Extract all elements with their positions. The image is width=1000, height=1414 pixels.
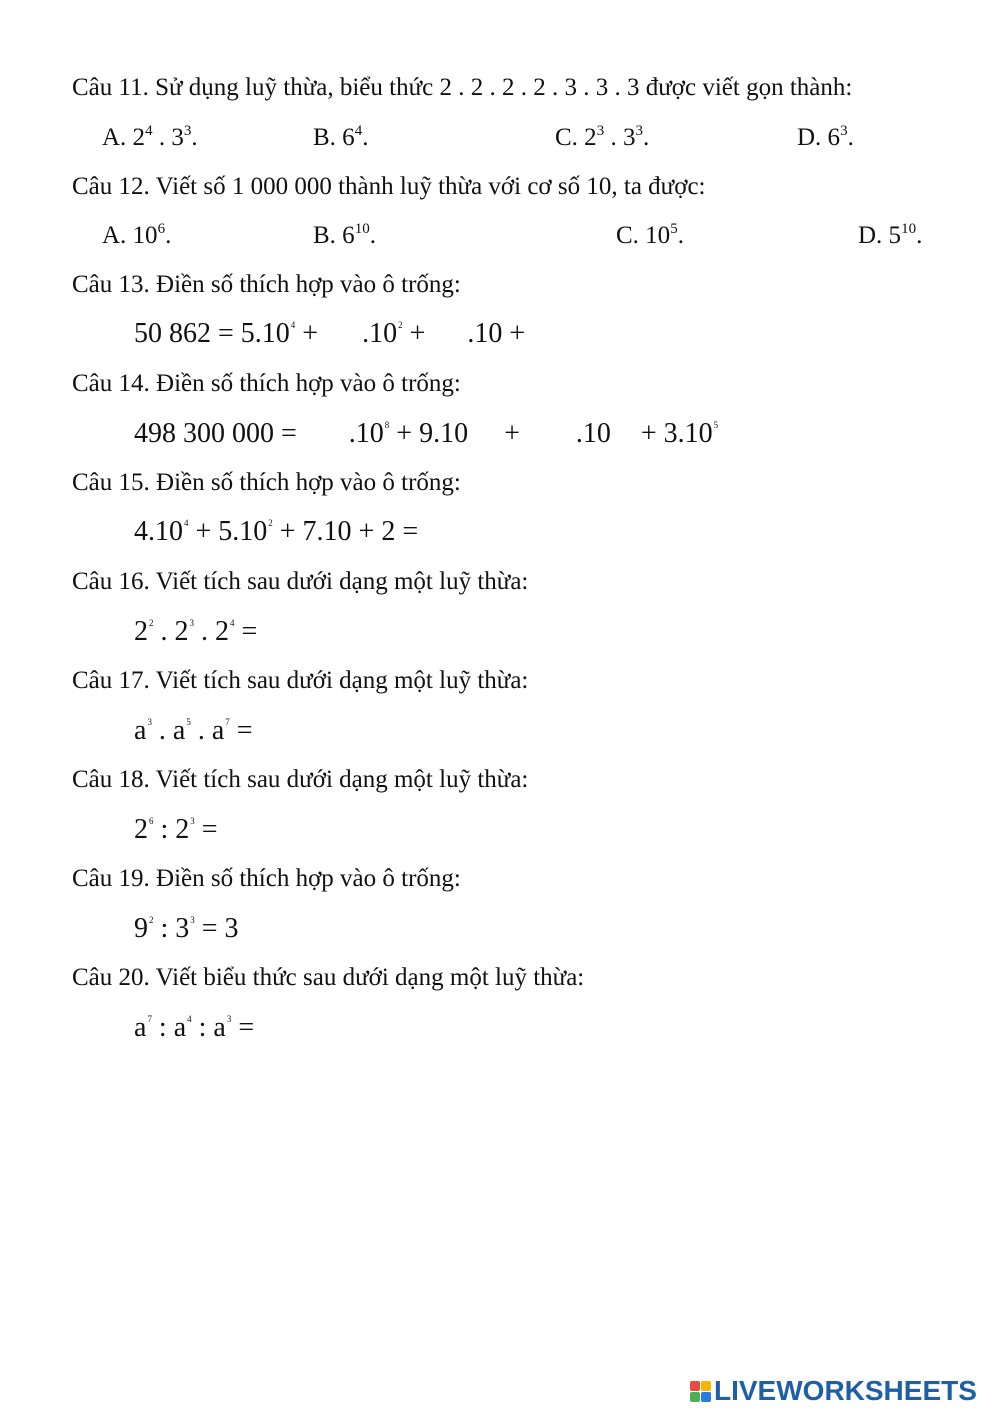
q11-option-c[interactable]: C. $2^3$ . $3^3$. — [555, 122, 650, 151]
q12-option-d[interactable]: D. $5^{10}$. — [858, 220, 923, 249]
question-11-text: Câu 11. Sử dụng luỹ thừa, biểu thức 2 . 2 . 2 . 2 . 3 . 3 . 3 được viết gọn thành: — [72, 74, 853, 101]
question-20-text: Câu 20. Viết biểu thức sau dưới dạng một luỹ thừa: — [72, 964, 585, 991]
question-19-text: Câu 19. Điền số thích hợp vào ô trống: — [72, 865, 461, 892]
q12-option-b[interactable]: B. $6^{10}$. — [313, 220, 376, 249]
q16-expression: $2^2$ . $2^3$ . $2^4$ = — [134, 616, 258, 647]
liveworksheets-logo-text: LIVEWORKSHEETS — [714, 1375, 977, 1406]
question-18-text: Câu 18. Viết tích sau dưới dạng một luỹ thừa: — [72, 766, 529, 793]
liveworksheets-logo-icon — [690, 1381, 711, 1402]
question-17-text: Câu 17. Viết tích sau dưới dạng một luỹ thừa: — [72, 667, 529, 694]
question-16-text: Câu 16. Viết tích sau dưới dạng một luỹ thừa: — [72, 568, 529, 595]
question-13-text: Câu 13. Điền số thích hợp vào ô trống: — [72, 271, 461, 298]
q17-expression: $a^3$ . $a^5$ . $a^7$ = — [134, 715, 253, 746]
q19-expression: $9^2$ : $3^3 = 3$ — [134, 913, 239, 944]
q11-option-d[interactable]: D. $6^3$. — [797, 122, 854, 151]
q20-expression: $a^7$ : $a^4$ : $a^3$ = — [134, 1012, 255, 1043]
q18-expression: $2^6$ : $2^3$ = — [134, 814, 218, 845]
q11-option-a[interactable]: A. $2^4$ . $3^3$. — [102, 122, 198, 151]
question-14-text: Câu 14. Điền số thích hợp vào ô trống: — [72, 370, 461, 397]
q12-option-c[interactable]: C. $10^5$. — [616, 220, 684, 249]
q15-expression: $4.10^4 + 5.10^2 + 7.10 + 2$ = — [134, 516, 419, 547]
q12-option-a[interactable]: A. $10^6$. — [102, 220, 172, 249]
q11-option-b[interactable]: B. $6^4$. — [313, 122, 369, 151]
question-15-text: Câu 15. Điền số thích hợp vào ô trống: — [72, 469, 461, 496]
q13-expression: 50 $862 = 5.10^4 + .10^2 + .10$ + — [134, 318, 526, 349]
liveworksheets-logo — [690, 1376, 977, 1406]
q14-expression: 498 300 $000 = .10^8 + 9.10 + .10 + 3.10^5$ — [134, 418, 719, 449]
question-12-text: Câu 12. Viết số 1 000 000 thành luỹ thừa với cơ số 10, ta được: — [72, 173, 706, 200]
